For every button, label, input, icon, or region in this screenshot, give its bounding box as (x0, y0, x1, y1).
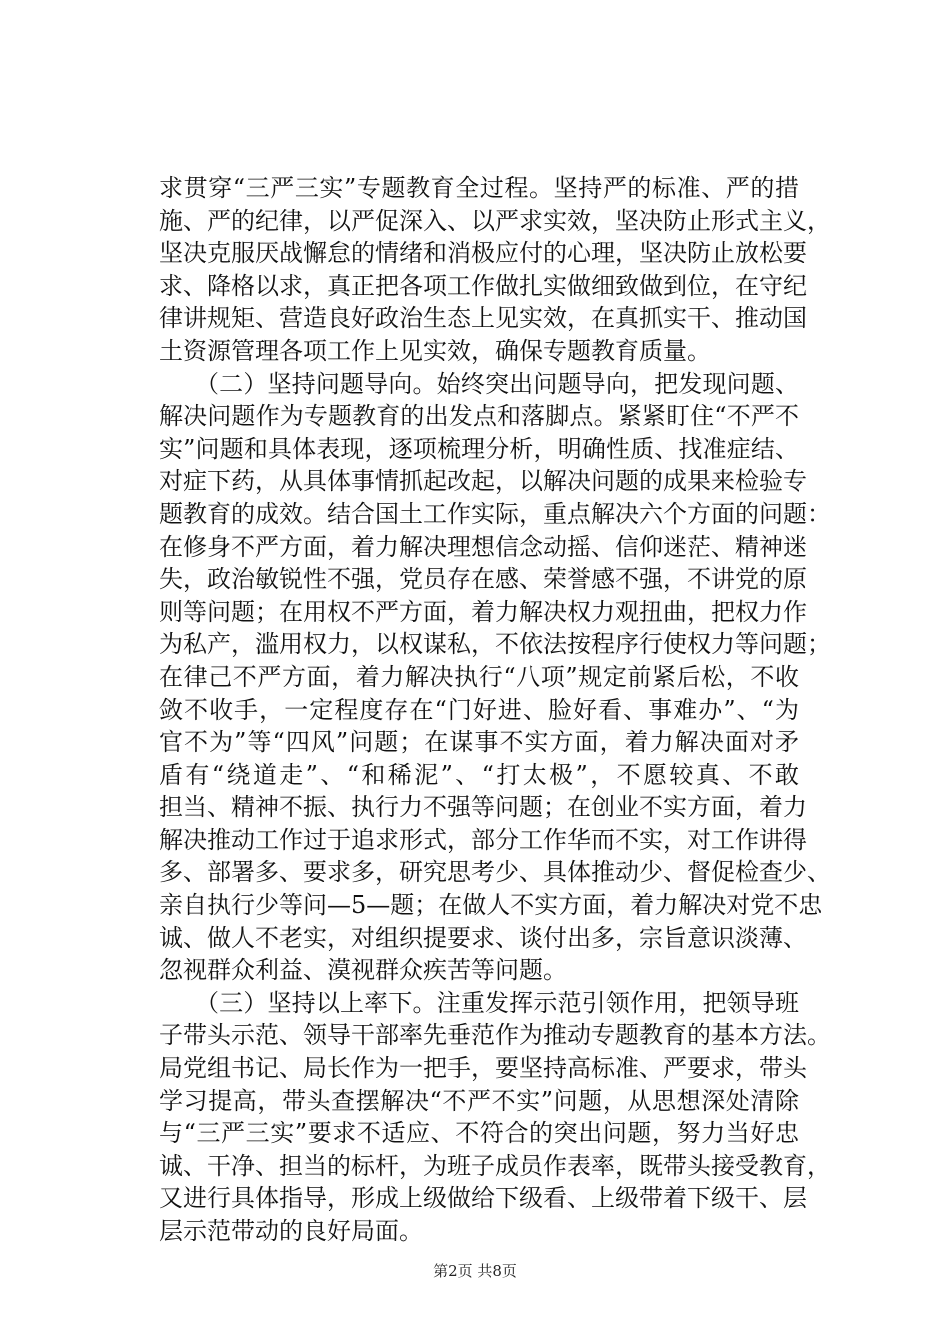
text-line: 又进行具体指导，形成上级做给下级看、上级带着下级干、层 (159, 1184, 807, 1213)
text-line: 在修身不严方面，着力解决理想信念动摇、信仰迷茫、精神迷 (159, 532, 807, 561)
text-line: 求贯穿“三严三实”专题教育全过程。坚持严的标准、严的措 (159, 174, 799, 202)
text-line: 盾有“绕道走”、“和稀泥”、“打太极”，不愿较真、不敢 (159, 760, 799, 789)
text-line: 学习提高，带头查摆解决“不严不实”问题，从思想深处清除 (159, 1086, 799, 1115)
text-line: 多、部署多、要求多，研究思考少、具体推动少、督促检查少、 (159, 858, 831, 887)
page-number-footer: 第2页 共8页 (433, 1262, 517, 1280)
text-line: 施、严的纪律，以严促深入、以严求实效，坚决防止形式主义， (159, 206, 831, 235)
text-line: 官不为”等“四风”问题；在谋事不实方面，着力解决面对矛 (159, 728, 799, 757)
text-line: 土资源管理各项工作上见实效，确保专题教育质量。 (159, 336, 711, 365)
text-line: 忽视群众利益、漠视群众疾苦等问题。 (159, 956, 567, 985)
text-line: 诚、做人不老实，对组织提要求、谈付出多，宗旨意识淡薄、 (159, 923, 807, 952)
text-line: 解决问题作为专题教育的出发点和落脚点。紧紧盯住“不严不 (159, 402, 799, 431)
text-line: 担当、精神不振、执行力不强等问题；在创业不实方面，着力 (159, 793, 807, 822)
text-line: 解决推动工作过于追求形式，部分工作华而不实，对工作讲得 (159, 825, 807, 854)
text-line: 实”问题和具体表现，逐项梳理分析，明确性质、找准症结、 (159, 434, 799, 463)
text-line: 层示范带动的良好局面。 (159, 1217, 423, 1245)
text-line: 求、降格以求，真正把各项工作做扎实做细致做到位，在守纪 (159, 271, 807, 300)
text-line: 律讲规矩、营造良好政治生态上见实效，在真抓实干、推动国 (159, 304, 807, 333)
text-line: 为私产，滥用权力，以权谋私，不依法按程序行使权力等问题； (159, 630, 831, 659)
text-line: 在律己不严方面，着力解决执行“八项”规定前紧后松，不收 (159, 662, 799, 691)
text-line: 诚、干净、担当的标杆，为班子成员作表率，既带头接受教育， (159, 1151, 831, 1180)
text-line: 对症下药，从具体事情抓起改起，以解决问题的成果来检验专 (159, 467, 807, 496)
text-line: 与“三严三实”要求不适应、不符合的突出问题，努力当好忠 (159, 1119, 799, 1148)
text-line: 失，政治敏锐性不强，党员存在感、荣誉感不强，不讲党的原 (159, 565, 807, 594)
text-line: 亲自执行少等问—5—题；在做人不实方面，着力解决对党不忠 (159, 891, 823, 920)
text-line: 局党组书记、局长作为一把手，要坚持高标准、严要求，带头 (159, 1054, 807, 1083)
section-heading-line: （三）坚持以上率下。注重发挥示范引领作用，把领导班 (195, 988, 799, 1017)
body-text (159, 172, 831, 1248)
text-line: 则等问题；在用权不严方面，着力解决权力观扭曲，把权力作 (159, 597, 807, 626)
section-heading-line: （二）坚持问题导向。始终突出问题导向，把发现问题、 (195, 369, 799, 398)
text-line: 子带头示范、领导干部率先垂范作为推动专题教育的基本方法。 (159, 1021, 831, 1050)
text-line: 题教育的成效。结合国土工作实际，重点解决六个方面的问题： (159, 499, 831, 528)
text-line: 坚决克服厌战懈怠的情绪和消极应付的心理，坚决防止放松要 (159, 239, 807, 268)
text-line: 敛不收手，一定程度存在“门好进、脸好看、事难办”、“为 (159, 695, 799, 724)
